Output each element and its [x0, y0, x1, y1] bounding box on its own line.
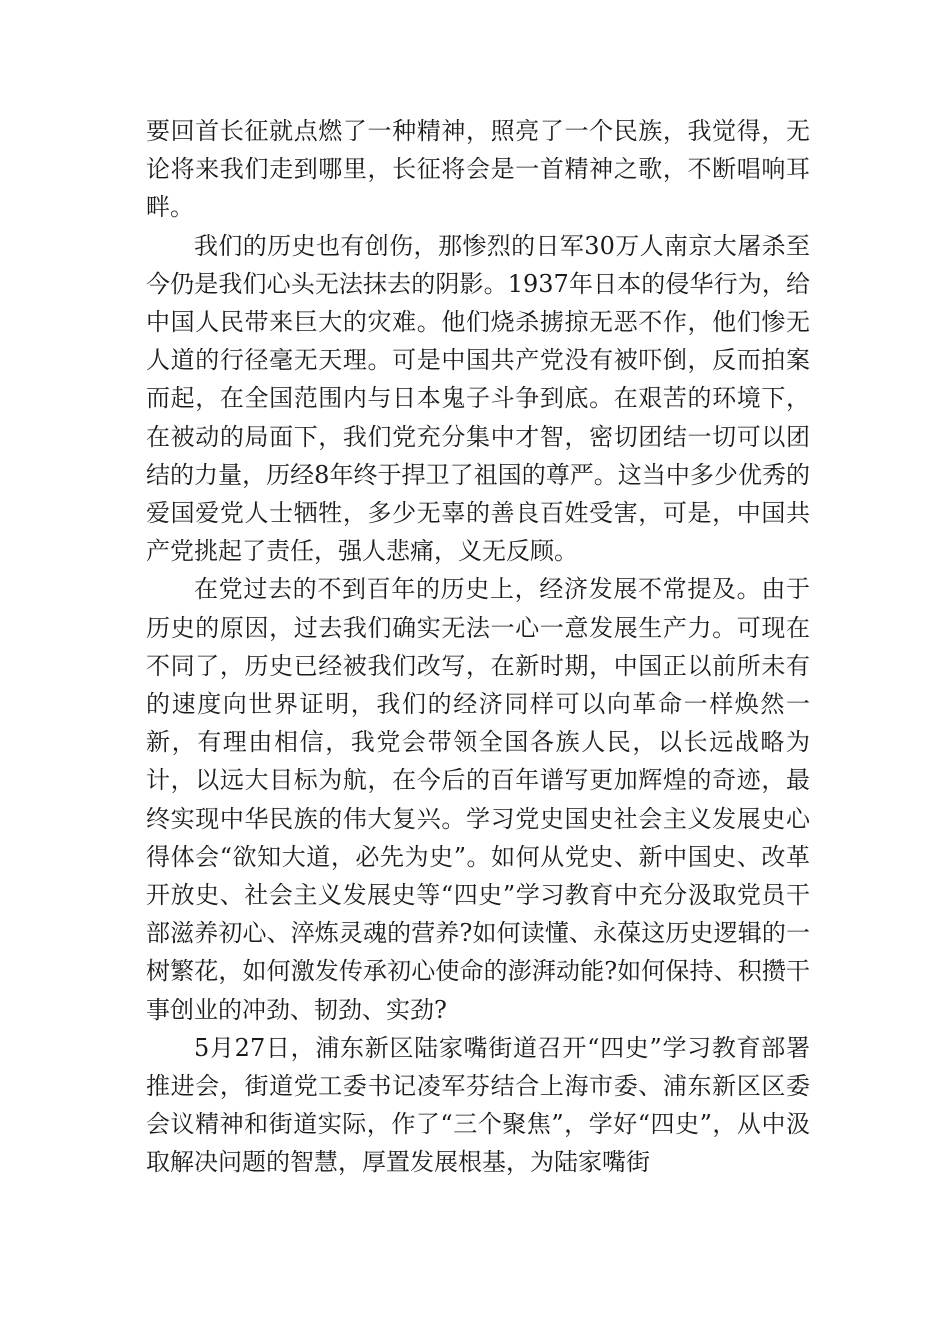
paragraph-3: 在党过去的不到百年的历史上，经济发展不常提及。由于历史的原因，过去我们确实无法一心一意发展生产力。可现在不同了，历史已经被我们改写，在新时期，中国正以前所未有的速度向世界证明，我们的经济同样可以向革命一样焕然一新，有理由相信，我党会带领全国各族人民，以长远战略为计，以远大目标为航，在今后的百年谱写更加辉煌的奇迹，最终实现中华民族的伟大复兴。学习党史国史社会主义发展史心得体会“欲知大道，必先为史”。如何从党史、新中国史、改革开放史、社会主义发展史等“四史”学习教育中充分汲取党员干部滋养初心、淬炼灵魂的营养?如何读懂、永葆这历史逻辑的一树繁花，如何激发传承初心使命的澎湃动能?如何保持、积攒干事创业的冲劲、韧劲、实劲?	[146, 575, 810, 1024]
paragraph-4: 5月27日，浦东新区陆家嘴街道召开“四史”学习教育部署推进会，街道党工委书记凌军芬结合上海市委、浦东新区区委会议精神和街道实际，作了“三个聚焦”，学好“四史”，从中汲取解决问题的智慧，厚置发展根基，为陆家嘴街	[146, 1033, 810, 1177]
paragraph-2: 我们的历史也有创伤，那惨烈的日军30万人南京大屠杀至今仍是我们心头无法抹去的阴影。1937年日本的侵华行为，给中国人民带来巨大的灾难。他们烧杀掳掠无恶不作，他们惨无人道的行径毫无天理。可是中国共产党没有被吓倒，反而拍案而起，在全国范围内与日本鬼子斗争到底。在艰苦的环境下，在被动的局面下，我们党充分集中才智，密切团结一切可以团结的力量，历经8年终于捍卫了祖国的尊严。这当中多少优秀的爱国爱党人士牺牲，多少无辜的善良百姓受害，可是，中国共产党挑起了责任，强人悲痛，义无反顾。	[146, 231, 810, 566]
paragraph-1: 要回首长征就点燃了一种精神，照亮了一个民族，我觉得，无论将来我们走到哪里，长征将会是一首精神之歌，不断唱响耳畔。	[146, 117, 810, 222]
document-body	[146, 112, 810, 1182]
